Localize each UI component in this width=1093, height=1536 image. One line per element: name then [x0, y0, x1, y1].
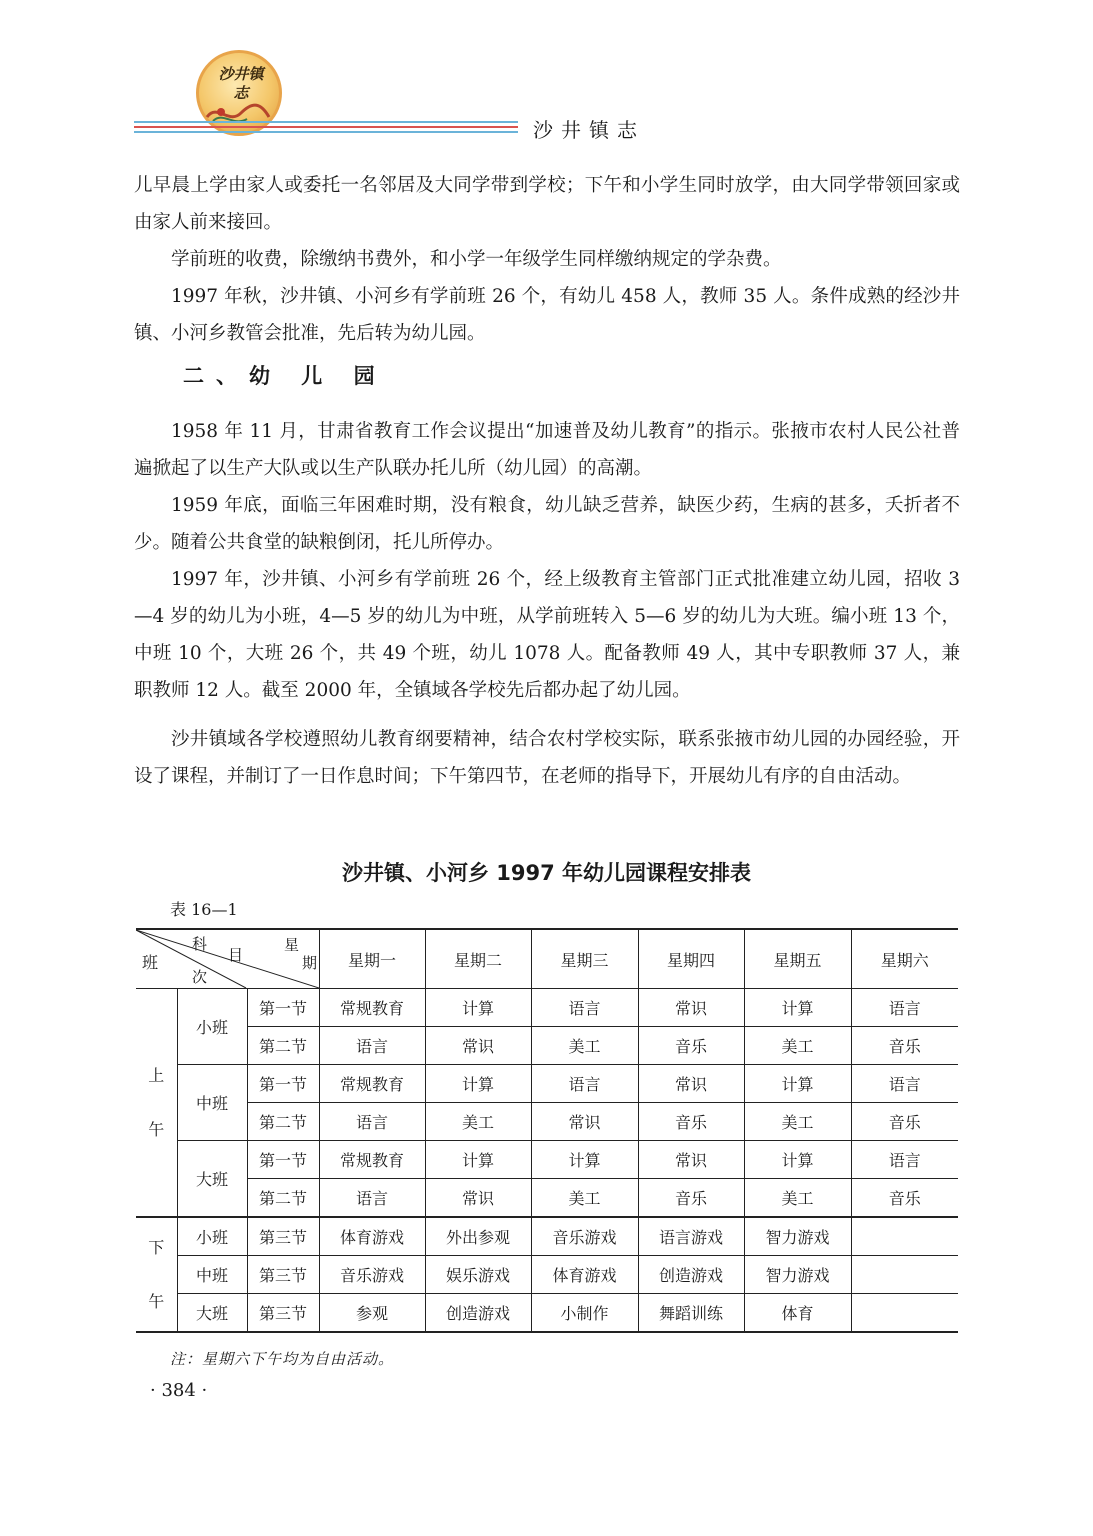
- afternoon-label: [136, 1217, 177, 1332]
- course-cell: 语言: [319, 1179, 425, 1218]
- course-cell: 语言: [851, 989, 958, 1027]
- course-cell: 计算: [744, 989, 851, 1027]
- header-rule-blue-2: [134, 131, 518, 133]
- table-row: [136, 1294, 958, 1333]
- corner-label-mu: 目: [228, 946, 244, 964]
- day-header: 星期二: [425, 929, 531, 989]
- course-cell: 舞蹈训练: [638, 1294, 744, 1333]
- course-cell: 体育: [744, 1294, 851, 1333]
- course-cell: 音乐: [851, 1027, 958, 1065]
- period-cell: 第二节: [247, 1179, 319, 1218]
- corner-label-ban: 班: [142, 953, 159, 972]
- course-cell: 常识: [425, 1179, 531, 1218]
- period-cell: 第三节: [247, 1256, 319, 1294]
- course-cell: 常识: [531, 1103, 638, 1141]
- class-cell: 大班: [177, 1294, 247, 1333]
- corner-label-ci: 次: [192, 968, 208, 986]
- class-cell: 大班: [177, 1141, 247, 1218]
- course-cell: [851, 1256, 958, 1294]
- paragraph: 1958 年 11 月，甘肃省教育工作会议提出“加速普及幼儿教育”的指示。张掖市农村人民公社普遍掀起了以生产大队或以生产队联办托儿所（幼儿园）的高潮。: [134, 421, 960, 479]
- morning-label-1: 上: [148, 1065, 165, 1085]
- table-row: [136, 1103, 958, 1141]
- class-cell: 小班: [177, 989, 247, 1065]
- course-cell: 语言游戏: [638, 1217, 744, 1256]
- course-cell: 创造游戏: [425, 1294, 531, 1333]
- period-cell: 第二节: [247, 1027, 319, 1065]
- course-cell: 计算: [744, 1065, 851, 1103]
- table-row: [136, 989, 958, 1027]
- course-cell: 智力游戏: [744, 1217, 851, 1256]
- corner-label-ke: 科: [192, 935, 208, 953]
- book-logo: [196, 50, 282, 136]
- corner-header: [136, 929, 319, 989]
- course-cell: 语言: [531, 1065, 638, 1103]
- course-cell: 音乐游戏: [319, 1256, 425, 1294]
- course-cell: 美工: [531, 1179, 638, 1218]
- course-cell: 创造游戏: [638, 1256, 744, 1294]
- course-cell: 音乐: [851, 1103, 958, 1141]
- section-heading: 二、幼 儿 园: [183, 364, 387, 388]
- corner-label-xing: 星: [284, 936, 300, 954]
- course-cell: 美工: [744, 1179, 851, 1218]
- afternoon-label-2: 午: [148, 1291, 165, 1311]
- logo-text: 沙井镇志: [218, 65, 264, 102]
- course-cell: 计算: [744, 1141, 851, 1179]
- morning-label: [136, 989, 177, 1218]
- course-cell: 体育游戏: [319, 1217, 425, 1256]
- course-cell: 参观: [319, 1294, 425, 1333]
- class-cell: 中班: [177, 1065, 247, 1141]
- course-cell: 音乐: [638, 1179, 744, 1218]
- table-note: 注：星期六下午均为自由活动。: [170, 1350, 395, 1368]
- course-cell: 计算: [531, 1141, 638, 1179]
- course-schedule-table: [136, 928, 958, 1333]
- course-cell: 音乐: [851, 1179, 958, 1218]
- day-header: 星期三: [531, 929, 638, 989]
- period-cell: 第三节: [247, 1294, 319, 1333]
- course-cell: 智力游戏: [744, 1256, 851, 1294]
- course-cell: 计算: [425, 1065, 531, 1103]
- class-cell: 中班: [177, 1256, 247, 1294]
- course-cell: 常规教育: [319, 1065, 425, 1103]
- course-cell: 语言: [319, 1027, 425, 1065]
- paragraph: 1997 年秋，沙井镇、小河乡有学前班 26 个，有幼儿 458 人，教师 35 人。条件成熟的经沙井镇、小河乡教管会批准，先后转为幼儿园。: [134, 286, 960, 344]
- table-row: [136, 1217, 958, 1256]
- page-number: · 384 ·: [150, 1380, 208, 1401]
- table-row: [136, 1027, 958, 1065]
- period-cell: 第二节: [247, 1103, 319, 1141]
- afternoon-label-1: 下: [148, 1237, 165, 1257]
- course-cell: 语言: [851, 1065, 958, 1103]
- table-title: 沙井镇、小河乡 1997 年幼儿园课程安排表: [341, 861, 752, 885]
- course-cell: 常识: [638, 989, 744, 1027]
- day-header: 星期四: [638, 929, 744, 989]
- period-cell: 第一节: [247, 989, 319, 1027]
- course-cell: 音乐: [638, 1027, 744, 1065]
- period-cell: 第一节: [247, 1141, 319, 1179]
- course-cell: 常规教育: [319, 989, 425, 1027]
- course-cell: 常识: [638, 1065, 744, 1103]
- corner-label-qi: 期: [302, 954, 318, 972]
- course-cell: [851, 1294, 958, 1333]
- course-cell: 美工: [744, 1027, 851, 1065]
- course-cell: 音乐游戏: [531, 1217, 638, 1256]
- course-cell: 美工: [744, 1103, 851, 1141]
- paragraph: 学前班的收费，除缴纳书费外，和小学一年级学生同样缴纳规定的学杂费。: [171, 249, 782, 270]
- course-cell: 常识: [425, 1027, 531, 1065]
- course-cell: 常规教育: [319, 1141, 425, 1179]
- course-cell: 体育游戏: [531, 1256, 638, 1294]
- course-cell: 美工: [531, 1027, 638, 1065]
- course-cell: 音乐: [638, 1103, 744, 1141]
- header-rule-blue: [134, 121, 518, 123]
- course-cell: 外出参观: [425, 1217, 531, 1256]
- table-row: [136, 1256, 958, 1294]
- day-header: 星期六: [851, 929, 958, 989]
- course-cell: 娱乐游戏: [425, 1256, 531, 1294]
- paragraph: 儿早晨上学由家人或委托一名邻居及大同学带到学校；下午和小学生同时放学，由大同学带领回家或由家人前来接回。: [134, 175, 960, 233]
- table-header-row: [136, 929, 958, 989]
- course-cell: 语言: [851, 1141, 958, 1179]
- course-cell: 语言: [319, 1103, 425, 1141]
- paragraph: 1997 年，沙井镇、小河乡有学前班 26 个，经上级教育主管部门正式批准建立幼儿园，招收 3—4 岁的幼儿为小班，4—5 岁的幼儿为中班，从学前班转入 5—6 岁的幼儿为大班。编小班 13 个，中班 10 个，大班 26 个，共 49 个班，幼儿 1078 人。配备教师 49 人，其中专职教师 37 人，兼职教师 12 人。截至 2000 年，全镇域各学校先后都办起了幼儿园。: [134, 569, 960, 701]
- running-title: 沙井镇志: [533, 118, 645, 142]
- paragraph: 1959 年底，面临三年困难时期，没有粮食，幼儿缺乏营养，缺医少药，生病的甚多，夭折者不少。随着公共食堂的缺粮倒闭，托儿所停办。: [134, 495, 960, 553]
- course-cell: 语言: [531, 989, 638, 1027]
- course-cell: 美工: [425, 1103, 531, 1141]
- table-row: [136, 1141, 958, 1179]
- paragraph: 沙井镇域各学校遵照幼儿教育纲要精神，结合农村学校实际，联系张掖市幼儿园的办园经验，开设了课程，并制订了一日作息时间；下午第四节，在老师的指导下，开展幼儿有序的自由活动。: [134, 729, 960, 787]
- table-row: [136, 1065, 958, 1103]
- table-number: 表 16—1: [170, 900, 238, 919]
- course-cell: 计算: [425, 989, 531, 1027]
- class-cell: 小班: [177, 1217, 247, 1256]
- morning-label-2: 午: [148, 1119, 165, 1139]
- day-header: 星期五: [744, 929, 851, 989]
- course-cell: 计算: [425, 1141, 531, 1179]
- course-cell: 常识: [638, 1141, 744, 1179]
- table-row: [136, 1179, 958, 1218]
- header-rule-red: [134, 126, 518, 128]
- course-cell: [851, 1217, 958, 1256]
- period-cell: 第三节: [247, 1217, 319, 1256]
- day-header: 星期一: [319, 929, 425, 989]
- course-cell: 小制作: [531, 1294, 638, 1333]
- period-cell: 第一节: [247, 1065, 319, 1103]
